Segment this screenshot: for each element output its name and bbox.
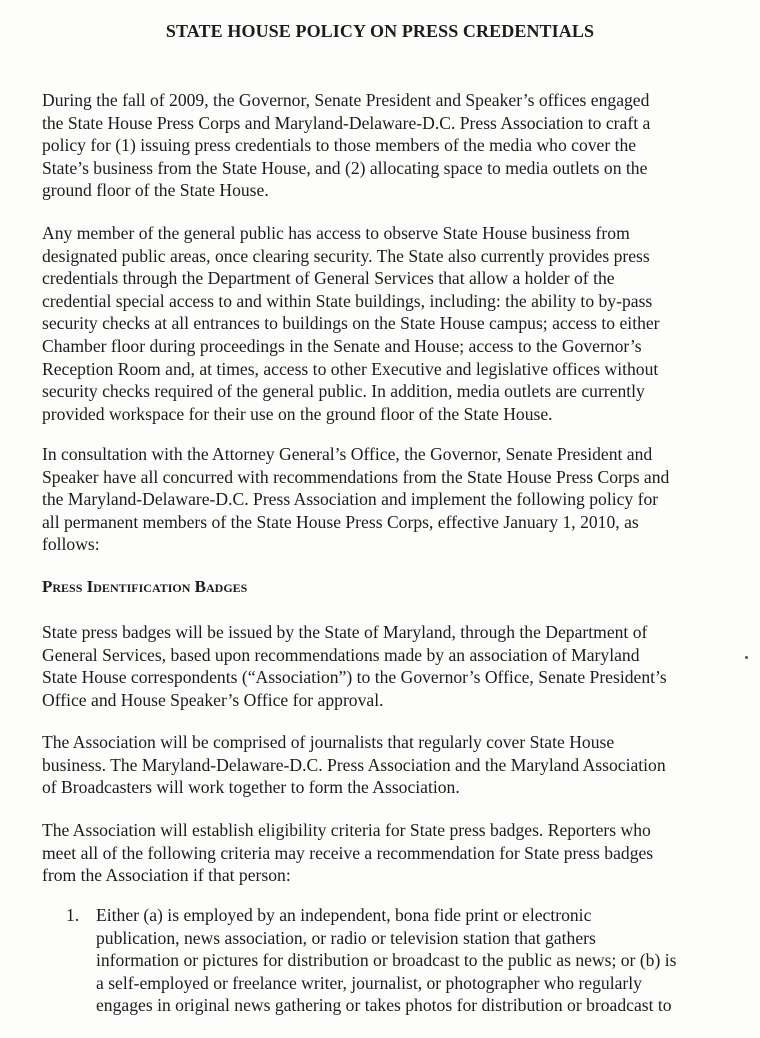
text-line: provided workspace for their use on the ground floor of the State House. [42,403,553,424]
text-line: Either (a) is employed by an independent, bona fide print or electronic [96,905,592,925]
text-line: Chamber floor during proceedings in the Senate and House; access to the Governor’s [42,335,642,356]
association-paragraph [42,731,742,799]
eligibility-paragraph [42,819,742,887]
text-line: The Association will establish eligibility criteria for State press badges. Reporters who [42,820,651,840]
text-line: follows: [42,534,100,555]
list-item-number: 1. [66,905,80,925]
text-line: credentials through the Department of General Services that allow a holder of the [42,268,615,289]
text-line: During the fall of 2009, the Governor, Senate President and Speaker’s offices engaged [42,90,650,110]
text-line: the State House Press Corps and Maryland-Delaware-D.C. Press Association to craft a [42,112,651,133]
text-line: credential special access to and within State buildings, including: the ability to by-pass [42,290,653,311]
text-line: of Broadcasters will work together to form the Association. [42,777,460,798]
text-line: Speaker have all concurred with recommendations from the State House Press Corps and [42,466,670,487]
text-line: meet all of the following criteria may receive a recommendation for State press badges [42,842,654,863]
text-line: Reception Room and, at times, access to other Executive and legislative offices without [42,358,659,379]
section-heading: Press Identification Badges [42,577,248,596]
text-line: Any member of the general public has access to observe State House business from [42,223,630,243]
document-title: STATE HOUSE POLICY ON PRESS CREDENTIALS [165,21,595,41]
text-line: ground floor of the State House. [42,180,269,201]
intro-paragraph [42,89,742,202]
text-line: engages in original news gathering or takes photos for distribution or broadcast to [96,995,672,1016]
text-line: publication, news association, or radio or television station that gathers [96,927,596,948]
text-line: all permanent members of the State House Press Corps, effective January 1, 2010, as [42,511,639,532]
scan-speck [745,656,748,659]
text-line: a self-employed or freelance writer, journalist, or photographer who regularly [96,972,642,993]
text-line: The Association will be comprised of journalists that regularly cover State House [42,732,615,752]
text-line: security checks at all entrances to buildings on the State House campus; access to either [42,313,660,334]
text-line: security checks required of the general public. In addition, media outlets are currently [42,381,645,402]
text-line: designated public areas, once clearing security. The State also currently provides press [42,245,650,266]
badges-issuance-paragraph [42,621,742,711]
list-item [96,904,676,1017]
text-line: from the Association if that person: [42,865,291,886]
text-line: In consultation with the Attorney General’s Office, the Governor, Senate President and [42,444,653,464]
text-line: State’s business from the State House, and (2) allocating space to media outlets on the [42,157,648,178]
text-line: Office and House Speaker’s Office for approval. [42,689,384,710]
text-line: the Maryland-Delaware-D.C. Press Association and implement the following policy for [42,489,659,510]
text-line: State House correspondents (“Association”) to the Governor’s Office, Senate President’s [42,667,667,688]
public-access-paragraph [42,222,742,425]
consultation-paragraph [42,443,742,556]
text-line: General Services, based upon recommendations made by an association of Maryland [42,644,640,665]
text-line: State press badges will be issued by the State of Maryland, through the Department of [42,622,648,642]
text-line: policy for (1) issuing press credentials to those members of the media who cover the [42,135,637,156]
text-line: business. The Maryland-Delaware-D.C. Press Association and the Maryland Association [42,754,666,775]
text-line: information or pictures for distribution or broadcast to the public as news; or (b) is [96,950,677,971]
